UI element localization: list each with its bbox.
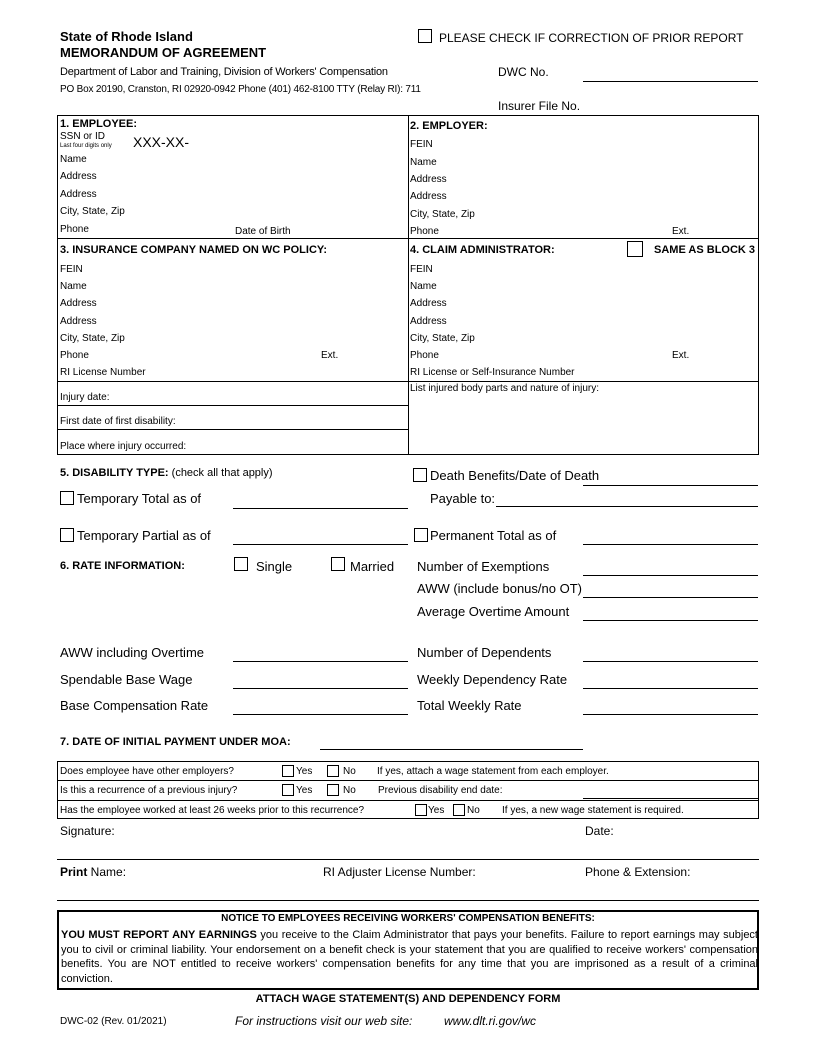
q1-no-checkbox[interactable]	[327, 765, 339, 777]
notice-title: NOTICE TO EMPLOYEES RECEIVING WORKERS' COMPENSATION BENEFITS:	[221, 913, 595, 924]
disability-note: (check all that apply)	[171, 467, 273, 479]
claim-admin-address1-label: Address	[410, 298, 447, 309]
perm-total-checkbox[interactable]	[414, 528, 428, 542]
grid-row-divider	[57, 238, 759, 239]
employee-name-label: Name	[60, 154, 87, 165]
signature-label: Signature:	[60, 824, 115, 838]
spendable-field[interactable]	[233, 688, 408, 689]
grid-divider	[408, 115, 409, 455]
employer-fein-label: FEIN	[410, 139, 433, 150]
employee-city-label: City, State, Zip	[60, 206, 125, 217]
employee-dob-label: Date of Birth	[235, 226, 291, 237]
q1-yes-checkbox[interactable]	[282, 765, 294, 777]
injury-place-label: Place where injury occurred:	[60, 441, 187, 452]
notice-text: you receive to the Claim Administrator that pays your benefits. Failure to report earnings may subject you to civil or criminal liability. Your endorsement on a benefit check is your statement that you are qualified to receive workers' compensation benefits. You are NOT entitled to receive workers' compensation benefits for any time that you are imprisoned as a result of a criminal conviction.	[61, 929, 758, 985]
questions-divider	[57, 780, 759, 781]
q1-no-label: No	[343, 766, 356, 777]
temp-total-field[interactable]	[233, 508, 408, 509]
injury-date-label: Injury date:	[60, 392, 110, 403]
q2-no-label: No	[343, 785, 356, 796]
insurance-title: 3. INSURANCE COMPANY NAMED ON WC POLICY:	[60, 244, 328, 256]
q3-yes-label: Yes	[428, 805, 445, 816]
insurance-city-label: City, State, Zip	[60, 333, 125, 344]
correction-checkbox[interactable]	[418, 29, 432, 43]
temp-partial-label: Temporary Partial as of	[77, 528, 211, 543]
claim-admin-phone-label: Phone	[410, 350, 439, 361]
payable-to-label: Payable to:	[430, 491, 496, 506]
dwc-no-label: DWC No.	[498, 65, 549, 79]
perm-total-label: Permanent Total as of	[430, 528, 557, 543]
employer-ext-label: Ext.	[672, 226, 690, 237]
weekly-dep-label: Weekly Dependency Rate	[417, 672, 568, 687]
grid-row-divider	[57, 381, 759, 382]
payment-date-field[interactable]	[320, 749, 583, 750]
notice-lead: YOU MUST REPORT ANY EARNINGS	[61, 929, 257, 941]
print-name-row	[60, 865, 126, 879]
ssn-label: SSN or ID	[60, 131, 106, 142]
q2-yes-label: Yes	[296, 785, 313, 796]
department-line: Department of Labor and Training, Division of Workers' Compensation	[60, 66, 388, 78]
employer-name-label: Name	[410, 157, 437, 168]
aww-bonus-label: AWW (include bonus/no OT)	[417, 581, 582, 596]
insurance-fein-label: FEIN	[60, 264, 83, 275]
ssn-prefix[interactable]: XXX-XX-	[133, 134, 190, 150]
claim-admin-title: 4. CLAIM ADMINISTRATOR:	[410, 244, 555, 256]
death-benefits-label: Death Benefits/Date of Death	[430, 468, 600, 483]
disability-title-row	[60, 467, 273, 479]
employer-phone-label: Phone	[410, 226, 439, 237]
avg-ot-field[interactable]	[583, 620, 758, 621]
claim-admin-name-label: Name	[410, 281, 437, 292]
adjuster-license-label: RI Adjuster License Number:	[323, 865, 476, 879]
print-name-line[interactable]	[57, 900, 759, 901]
insurance-license-label: RI License Number	[60, 367, 146, 378]
aww-bonus-field[interactable]	[583, 597, 758, 598]
q1-label: Does employee have other employers?	[60, 766, 234, 777]
q2-yes-checkbox[interactable]	[282, 784, 294, 796]
temp-total-checkbox[interactable]	[60, 491, 74, 505]
exemptions-label: Number of Exemptions	[417, 559, 550, 574]
q3-no-checkbox[interactable]	[453, 804, 465, 816]
temp-partial-checkbox[interactable]	[60, 528, 74, 542]
q3-note: If yes, a new wage statement is required.	[502, 805, 684, 816]
q2-no-checkbox[interactable]	[327, 784, 339, 796]
employer-city-label: City, State, Zip	[410, 209, 475, 220]
avg-ot-label: Average Overtime Amount	[417, 604, 570, 619]
insurance-ext-label: Ext.	[321, 350, 339, 361]
weekly-dep-field[interactable]	[583, 688, 758, 689]
aww-ot-field[interactable]	[233, 661, 408, 662]
address-line: PO Box 20190, Cranston, RI 02920-0942 Phone (401) 462-8100 TTY (Relay RI): 711	[60, 84, 421, 95]
employee-phone-label: Phone	[60, 224, 89, 235]
total-weekly-label: Total Weekly Rate	[417, 698, 522, 713]
same-as-block3-label: SAME AS BLOCK 3	[654, 244, 756, 256]
single-checkbox[interactable]	[234, 557, 248, 571]
form-title: MEMORANDUM OF AGREEMENT	[60, 45, 267, 60]
employee-address1-label: Address	[60, 171, 97, 182]
total-weekly-field[interactable]	[583, 714, 758, 715]
married-checkbox[interactable]	[331, 557, 345, 571]
death-benefits-checkbox[interactable]	[413, 468, 427, 482]
sign-date-label: Date:	[585, 824, 614, 838]
payable-to-field[interactable]	[496, 506, 758, 507]
grid-row-divider	[57, 429, 408, 430]
correction-label: PLEASE CHECK IF CORRECTION OF PRIOR REPORT	[439, 31, 744, 45]
dwc-no-field[interactable]	[583, 81, 758, 82]
state-title: State of Rhode Island	[60, 29, 193, 44]
q1-note: If yes, attach a wage statement from each employer.	[377, 766, 609, 777]
insurance-address1-label: Address	[60, 298, 97, 309]
claim-admin-ext-label: Ext.	[672, 350, 690, 361]
aww-ot-label: AWW including Overtime	[60, 645, 204, 660]
q3-yes-checkbox[interactable]	[415, 804, 427, 816]
q2-label: Is this a recurrence of a previous injury?	[60, 785, 238, 796]
rate-title: 6. RATE INFORMATION:	[60, 560, 185, 572]
base-comp-field[interactable]	[233, 714, 408, 715]
insurance-address2-label: Address	[60, 316, 97, 327]
dependents-field[interactable]	[583, 661, 758, 662]
attach-note: ATTACH WAGE STATEMENT(S) AND DEPENDENCY FORM	[255, 993, 561, 1005]
notice-body	[61, 928, 758, 986]
claim-admin-address2-label: Address	[410, 316, 447, 327]
employer-address1-label: Address	[410, 174, 447, 185]
print-label-rest: Name:	[87, 865, 127, 879]
temp-partial-field[interactable]	[233, 544, 408, 545]
insurance-phone-label: Phone	[60, 350, 89, 361]
dependents-label: Number of Dependents	[417, 645, 552, 660]
single-label: Single	[256, 559, 293, 574]
q3-label: Has the employee worked at least 26 weeks prior to this recurrence?	[60, 805, 365, 816]
instructions-label: For instructions visit our web site:	[235, 1014, 413, 1028]
prev-disability-field[interactable]	[583, 798, 758, 799]
spendable-label: Spendable Base Wage	[60, 672, 193, 687]
website-link[interactable]: www.dlt.ri.gov/wc	[444, 1014, 537, 1028]
same-as-block3-checkbox[interactable]	[627, 241, 643, 257]
insurance-name-label: Name	[60, 281, 87, 292]
first-disability-label: First date of first disability:	[60, 416, 176, 427]
disability-title: 5. DISABILITY TYPE:	[60, 467, 169, 479]
temp-total-label: Temporary Total as of	[77, 491, 202, 506]
payment-title: 7. DATE OF INITIAL PAYMENT UNDER MOA:	[60, 736, 291, 748]
death-date-field[interactable]	[583, 485, 758, 486]
base-comp-label: Base Compensation Rate	[60, 698, 209, 713]
q3-no-label: No	[467, 805, 480, 816]
q1-yes-label: Yes	[296, 766, 313, 777]
perm-total-field[interactable]	[583, 544, 758, 545]
body-parts-label: List injured body parts and nature of injury:	[410, 383, 599, 394]
claim-admin-license-label: RI License or Self-Insurance Number	[410, 367, 575, 378]
employee-address2-label: Address	[60, 189, 97, 200]
grid-row-divider	[57, 405, 408, 406]
insurer-file-label: Insurer File No.	[498, 99, 581, 113]
print-label-bold: Print	[60, 865, 88, 879]
claim-admin-fein-label: FEIN	[410, 264, 433, 275]
employer-title: 2. EMPLOYER:	[410, 120, 488, 132]
employer-address2-label: Address	[410, 191, 447, 202]
married-label: Married	[350, 559, 395, 574]
ssn-note: Last four digits only	[60, 143, 112, 149]
q2-note: Previous disability end date:	[378, 785, 503, 796]
phone-ext-label: Phone & Extension:	[585, 865, 691, 879]
form-number: DWC-02 (Rev. 01/2021)	[60, 1016, 167, 1027]
questions-divider	[57, 800, 759, 801]
exemptions-field[interactable]	[583, 575, 758, 576]
claim-admin-city-label: City, State, Zip	[410, 333, 475, 344]
signature-line[interactable]	[57, 859, 759, 860]
employee-title: 1. EMPLOYEE:	[60, 118, 138, 130]
